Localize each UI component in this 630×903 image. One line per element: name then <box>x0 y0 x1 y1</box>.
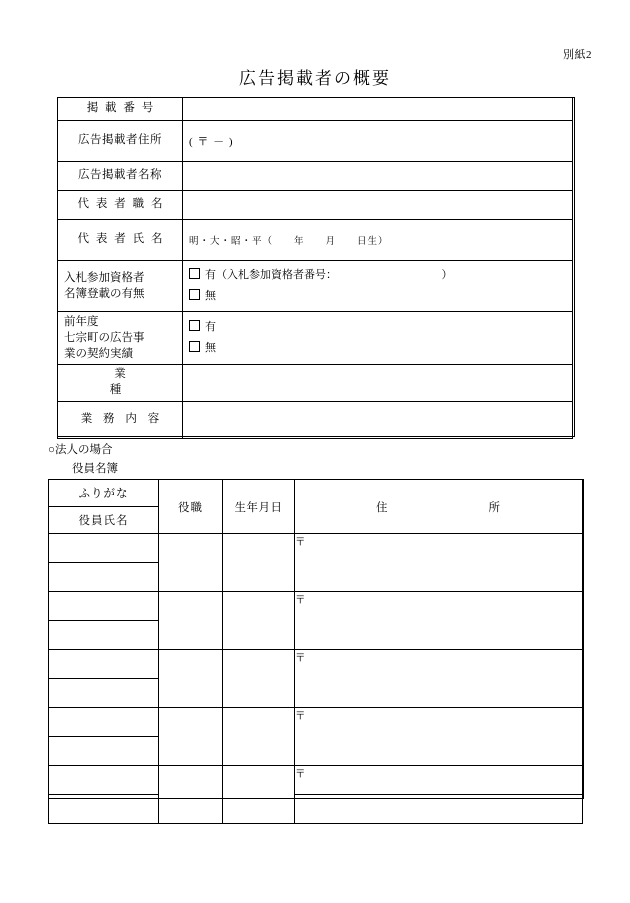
postal-mark-icon: 〒 <box>295 537 306 548</box>
table-row <box>58 162 573 191</box>
cell-post-5[interactable] <box>159 766 223 824</box>
checkbox-icon[interactable] <box>189 341 200 352</box>
label-bidder-registry: 入札参加資格者 名簿登載の有無 <box>58 261 183 312</box>
cell-birthdate-1[interactable] <box>223 534 295 592</box>
checkbox-row-registry-no[interactable] <box>189 286 566 307</box>
label-business-type: 業 種 <box>58 365 183 402</box>
column-header-birthdate: 生年月日 <box>223 480 295 534</box>
checkbox-row-registry-yes[interactable] <box>189 265 566 286</box>
cell-address-1[interactable] <box>295 534 583 592</box>
officers-roster-table <box>48 479 583 824</box>
cell-birthdate-5[interactable] <box>223 766 295 824</box>
checkbox-label-registry-yes: 有（入札参加資格者番号： ） <box>205 269 453 282</box>
field-advertiser-name[interactable] <box>183 162 573 191</box>
table-row <box>58 402 573 439</box>
column-header-furigana: ふりがな <box>49 480 159 507</box>
postal-mark-icon: 〒 <box>295 653 306 664</box>
table-row <box>58 312 573 365</box>
checkbox-row-contract-yes[interactable] <box>189 317 566 338</box>
checkbox-row-contract-no[interactable] <box>189 338 566 359</box>
cell-address-2[interactable] <box>295 592 583 650</box>
field-advertiser-address[interactable] <box>183 121 573 162</box>
table-row <box>58 98 573 121</box>
postal-mark-icon: 〒 <box>295 769 306 780</box>
cell-post-3[interactable] <box>159 650 223 708</box>
applicant-outline-table <box>57 97 573 439</box>
cell-address-3[interactable] <box>295 650 583 708</box>
field-posting-number[interactable] <box>183 98 573 121</box>
label-business-content: 業 務 内 容 <box>58 402 183 439</box>
cell-furigana-5[interactable] <box>49 766 159 795</box>
label-representative-post: 代 表 者 職 名 <box>58 191 183 220</box>
table-row <box>49 795 583 824</box>
field-bidder-registry[interactable] <box>183 261 573 312</box>
cell-post-1[interactable] <box>159 534 223 592</box>
label-advertiser-address: 広告掲載者住所 <box>58 121 183 162</box>
birthdate-hint: 明・大・昭・平（ 年 月 日生） <box>189 237 389 247</box>
field-business-content[interactable] <box>183 402 573 439</box>
table-row <box>49 592 583 621</box>
label-posting-number: 掲 載 番 号 <box>58 98 183 121</box>
table-header-row <box>49 480 583 507</box>
corporate-case-note: ○法人の場合 <box>48 444 113 456</box>
cell-furigana-2[interactable] <box>49 592 159 621</box>
cell-name-4[interactable] <box>49 737 159 766</box>
cell-furigana-4[interactable] <box>49 708 159 737</box>
postal-mark-icon: 〒 <box>295 711 306 722</box>
table-row <box>58 191 573 220</box>
cell-furigana-1[interactable] <box>49 534 159 563</box>
cell-name-1[interactable] <box>49 563 159 592</box>
checkbox-icon[interactable] <box>189 289 200 300</box>
checkbox-label-contract-no: 無 <box>205 342 216 354</box>
page-title: 広告掲載者の概要 <box>239 69 391 88</box>
table-row <box>49 766 583 795</box>
label-previous-contract: 前年度 七宗町の広告事 業の契約実績 <box>58 312 183 365</box>
cell-birthdate-3[interactable] <box>223 650 295 708</box>
cell-birthdate-4[interactable] <box>223 708 295 766</box>
column-header-address: 住 所 <box>295 480 583 534</box>
checkbox-icon[interactable] <box>189 320 200 331</box>
label-advertiser-name: 広告掲載者名称 <box>58 162 183 191</box>
cell-address-5[interactable] <box>295 766 583 795</box>
checkbox-label-registry-no: 無 <box>205 290 216 302</box>
field-previous-contract[interactable] <box>183 312 573 365</box>
cell-birthdate-2[interactable] <box>223 592 295 650</box>
cell-furigana-3[interactable] <box>49 650 159 679</box>
table-row <box>58 261 573 312</box>
column-header-officer-name: 役員氏名 <box>49 507 159 534</box>
cell-address-4[interactable] <box>295 708 583 766</box>
officers-roster-title: 役員名簿 <box>72 463 118 475</box>
field-business-type[interactable] <box>183 365 573 402</box>
cell-address-5-continued[interactable] <box>295 795 583 824</box>
table-row <box>49 650 583 679</box>
table-row <box>58 365 573 402</box>
column-header-post: 役職 <box>159 480 223 534</box>
cell-name-3[interactable] <box>49 679 159 708</box>
table-row <box>58 220 573 261</box>
cell-name-5[interactable] <box>49 795 159 824</box>
document-reference-label: 別紙2 <box>563 49 592 61</box>
table-row <box>49 534 583 563</box>
postal-mark-icon: 〒 <box>295 595 306 606</box>
cell-post-2[interactable] <box>159 592 223 650</box>
field-representative-name[interactable] <box>183 220 573 261</box>
cell-name-2[interactable] <box>49 621 159 650</box>
field-representative-post[interactable] <box>183 191 573 220</box>
cell-post-4[interactable] <box>159 708 223 766</box>
checkbox-label-contract-yes: 有 <box>205 321 216 334</box>
table-row <box>49 708 583 737</box>
postal-code-placeholder: ( 〒 － ) <box>189 136 234 148</box>
checkbox-icon[interactable] <box>189 268 200 279</box>
label-representative-name: 代 表 者 氏 名 <box>58 220 183 261</box>
table-row <box>58 121 573 162</box>
